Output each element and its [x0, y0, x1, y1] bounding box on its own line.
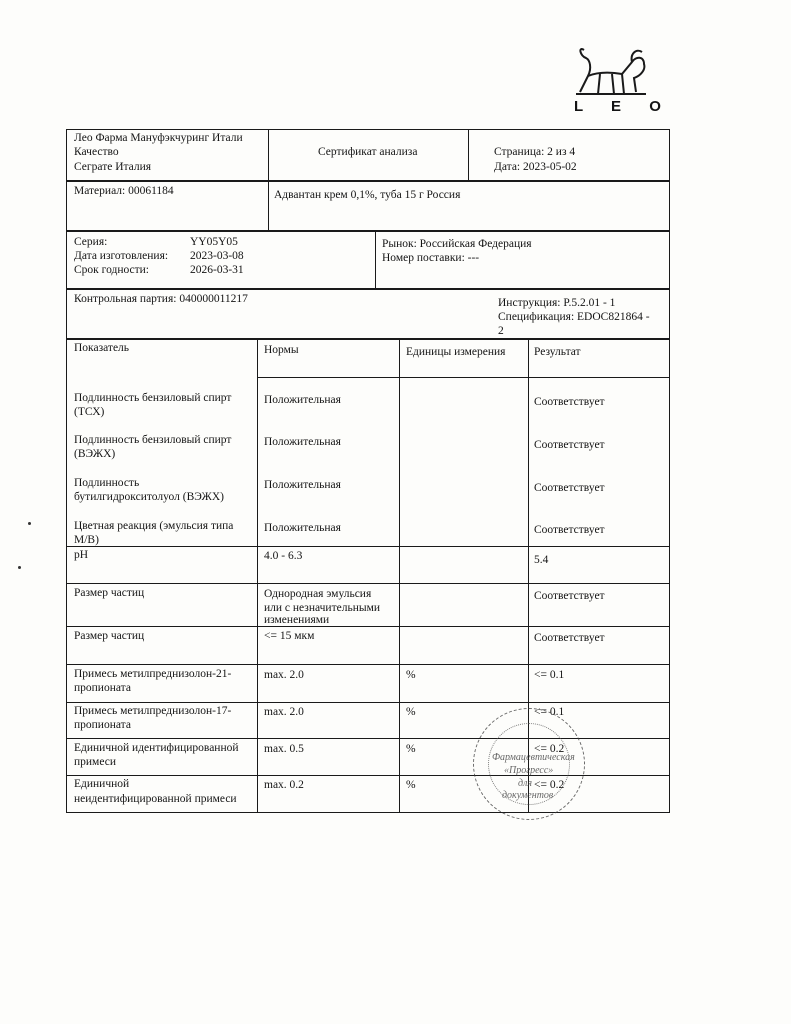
table-row-param: пропионата: [74, 682, 131, 694]
company-location: Сеграте Италия: [74, 161, 152, 173]
table-row-param: пропионата: [74, 719, 131, 731]
table-row-param: Размер частиц: [74, 587, 145, 599]
stamp-text: «Прогресс»: [504, 765, 554, 776]
control-batch: Контрольная партия: 040000011217: [74, 293, 248, 305]
table-row-param: М/В): [74, 534, 99, 546]
table-row-param: Единичной: [74, 778, 130, 790]
document-date: Дата: 2023-05-02: [494, 161, 577, 173]
table-row-param: (ТСХ): [74, 406, 105, 418]
table-row-result: Соответствует: [534, 590, 605, 602]
table-row-norm: max. 2.0: [264, 706, 304, 718]
table-row-result: Соответствует: [534, 482, 605, 494]
table-row-param: неидентифицированной примеси: [74, 793, 237, 805]
manufacture-date-value: 2023-03-08: [190, 250, 244, 262]
table-row-result: 5.4: [534, 554, 549, 566]
col-header-norm: Нормы: [264, 344, 299, 356]
table-row-param: Примесь метилпреднизолон-21-: [74, 668, 232, 680]
table-row-norm: Положительная: [264, 522, 341, 534]
table-row-param: бутилгидрокситолуол (ВЭЖХ): [74, 491, 224, 503]
col-header-result: Результат: [534, 346, 581, 358]
market: Рынок: Российская Федерация: [382, 238, 532, 250]
stamp-text: документов: [502, 790, 554, 801]
table-row-norm: max. 0.2: [264, 779, 304, 791]
page-number: Страница: 2 из 4: [494, 146, 576, 158]
table-row-norm: или с незначительными: [264, 602, 381, 614]
table-row-result: Соответствует: [534, 396, 605, 408]
manufacture-date-label: Дата изготовления:: [74, 250, 169, 262]
page-title: Сертификат анализа: [318, 146, 418, 158]
col-header-unit: Единицы измерения: [406, 346, 506, 358]
delivery-number: Номер поставки: ---: [382, 252, 480, 264]
table-row-result: <= 0.2: [534, 743, 565, 755]
expiry-date-value: 2026-03-31: [190, 264, 244, 276]
table-row-norm: <= 15 мкм: [264, 630, 315, 642]
table-row-norm: Положительная: [264, 479, 341, 491]
instruction: Инструкция: P.5.2.01 - 1: [498, 297, 616, 309]
table-row-norm: Положительная: [264, 394, 341, 406]
table-row-param: примеси: [74, 756, 116, 768]
company-logo: [560, 42, 673, 118]
table-row-result: Соответствует: [534, 632, 605, 644]
table-row-unit: %: [406, 779, 416, 791]
table-row-result: <= 0.1: [534, 706, 565, 718]
specification: Спецификация: EDOC821864 -: [498, 311, 650, 323]
company-name: Лео Фарма Мануфэкчуринг Итали: [74, 132, 243, 144]
scan-speck: [18, 566, 21, 569]
table-row-param: Примесь метилпреднизолон-17-: [74, 705, 232, 717]
table-row-unit: %: [406, 706, 416, 718]
stamp-text: для: [518, 778, 533, 789]
table-row-norm: 4.0 - 6.3: [264, 550, 303, 562]
table-row-param: Подлинность бензиловый спирт: [74, 392, 232, 404]
table-row-param: Единичной идентифицированной: [74, 742, 239, 754]
scan-speck: [28, 522, 31, 525]
specification-suffix: 2: [498, 325, 504, 337]
expiry-date-label: Срок годности:: [74, 264, 150, 276]
col-header-param: Показатель: [74, 342, 130, 354]
table-row-result: <= 0.1: [534, 669, 565, 681]
material-code: Материал: 00061184: [74, 185, 174, 197]
stamp-text: Фармацевтическая: [492, 752, 575, 763]
series-label: Серия:: [74, 236, 108, 248]
table-row-param: (ВЭЖХ): [74, 448, 116, 460]
company-stamp: [473, 708, 585, 820]
table-row-param: Подлинность: [74, 477, 140, 489]
table-row-norm: max. 2.0: [264, 669, 304, 681]
material-description: Адвантан крем 0,1%, туба 15 г Россия: [274, 189, 461, 201]
table-row-param: Подлинность бензиловый спирт: [74, 434, 232, 446]
table-row-param: Цветная реакция (эмульсия типа: [74, 520, 234, 532]
table-row-result: <= 0.2: [534, 779, 565, 791]
company-dept: Качество: [74, 146, 119, 158]
series-value: YY05Y05: [190, 236, 238, 248]
logo-text: L E O: [574, 98, 673, 115]
table-row-unit: %: [406, 743, 416, 755]
table-row-norm: max. 0.5: [264, 743, 304, 755]
table-row-norm: Положительная: [264, 436, 341, 448]
table-row-param: pH: [74, 549, 89, 561]
table-row-result: Соответствует: [534, 524, 605, 536]
lion-icon: [570, 42, 650, 100]
table-row-result: Соответствует: [534, 439, 605, 451]
table-row-param: Размер частиц: [74, 630, 145, 642]
table-row-norm: изменениями: [264, 614, 330, 626]
table-row-unit: %: [406, 669, 416, 681]
table-row-norm: Однородная эмульсия: [264, 588, 372, 600]
